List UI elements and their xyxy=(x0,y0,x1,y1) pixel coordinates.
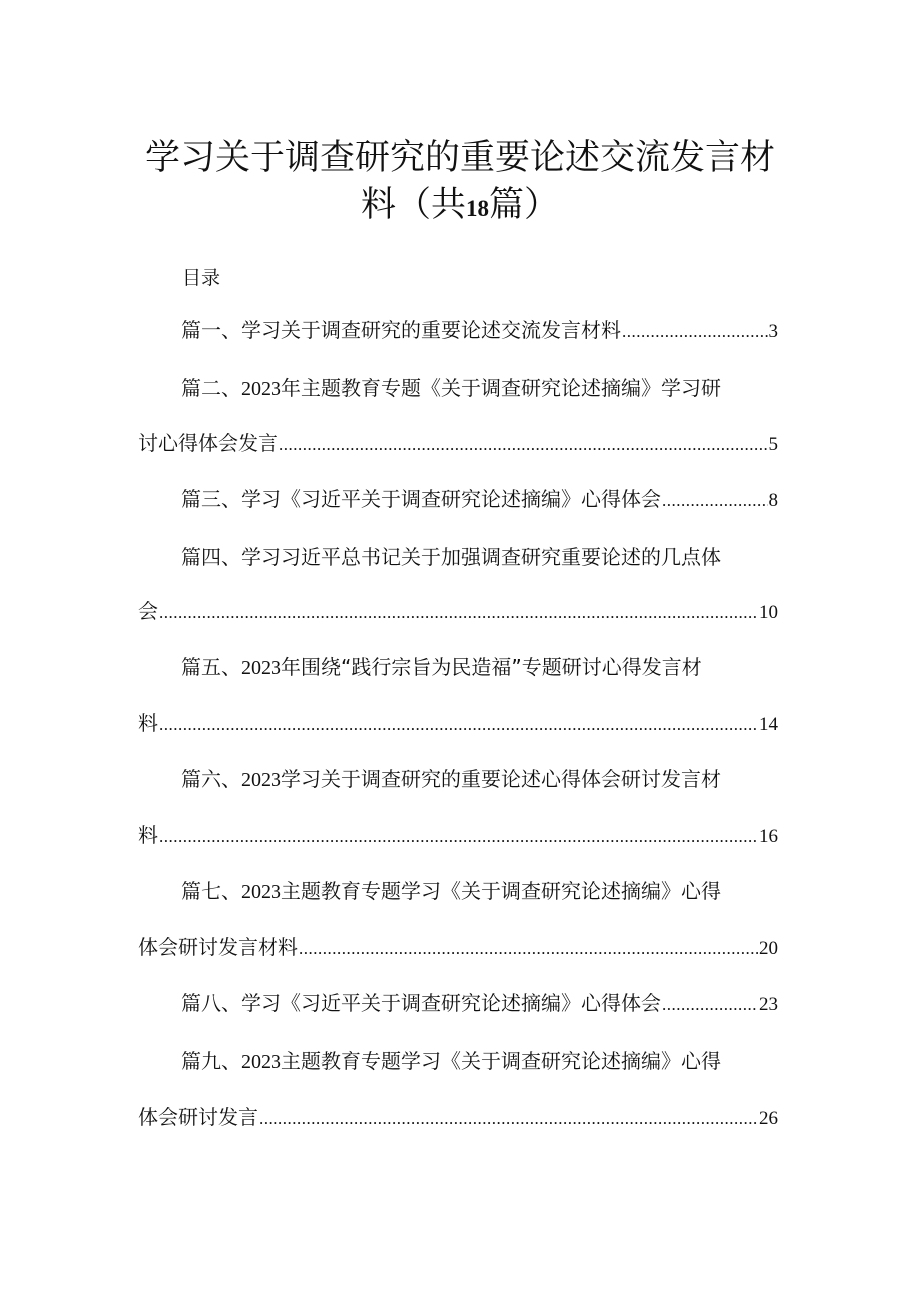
toc-entry-2-line-1[interactable] xyxy=(181,373,778,403)
toc-page-number: 10 xyxy=(759,602,778,623)
toc-page-number: 26 xyxy=(759,1108,778,1129)
toc-dot-leader xyxy=(622,317,768,347)
toc-page-number: 8 xyxy=(768,490,778,511)
toc-page-number: 20 xyxy=(759,938,778,959)
toc-entry-4-line-1[interactable] xyxy=(181,542,778,572)
toc-entry-text: 讨心得体会发言 xyxy=(138,431,278,455)
toc-dot-leader xyxy=(159,822,758,852)
toc-entry-text: 篇六、2023学习关于调查研究的重要论述心得体会研讨发言材 xyxy=(181,767,721,791)
toc-dot-leader xyxy=(259,1104,758,1134)
toc-label: 目录 xyxy=(182,267,221,289)
doc-title-line-1: 学习关于调查研究的重要论述交流发言材 xyxy=(144,138,775,178)
toc-page-number: 3 xyxy=(768,321,778,342)
toc-entry-text: 会 xyxy=(138,599,158,623)
toc-entry-8-line-1[interactable] xyxy=(181,988,778,1018)
toc-entry-text: 料 xyxy=(138,711,158,735)
toc-entry-text: 篇三、学习《习近平关于调查研究论述摘编》心得体会 xyxy=(181,487,661,511)
toc-dot-leader xyxy=(159,710,758,740)
toc-entry-7-line-1[interactable] xyxy=(181,876,778,906)
toc-entry-9-line-2[interactable] xyxy=(138,1102,778,1132)
doc-title-line-2 xyxy=(0,184,920,230)
toc-page-number: 14 xyxy=(759,714,778,735)
toc-entry-text: 篇八、学习《习近平关于调查研究论述摘编》心得体会 xyxy=(181,991,661,1015)
toc-entry-text: 体会研讨发言 xyxy=(138,1105,258,1129)
toc-entry-text: 料 xyxy=(138,823,158,847)
toc-entry-5-line-2[interactable] xyxy=(138,708,778,738)
toc-entry-1-line-1[interactable] xyxy=(181,315,778,345)
toc-dot-leader xyxy=(279,430,768,460)
toc-entry-text: 篇五、2023年围绕“践行宗旨为民造福”专题研讨心得发言材 xyxy=(181,655,702,679)
toc-dot-leader xyxy=(159,598,758,628)
toc-entry-6-line-1[interactable] xyxy=(181,764,778,794)
doc-title-line-2-pre: 料（共 xyxy=(360,185,466,225)
toc-entry-9-line-1[interactable] xyxy=(181,1046,778,1076)
doc-title-line-2-post: 篇） xyxy=(489,185,560,225)
toc-entry-6-line-2[interactable] xyxy=(138,820,778,850)
toc-entry-7-line-2[interactable] xyxy=(138,932,778,962)
toc-dot-leader xyxy=(662,990,758,1020)
toc-entry-4-line-2[interactable] xyxy=(138,596,778,626)
toc-entry-text: 篇一、学习关于调查研究的重要论述交流发言材料 xyxy=(181,318,621,342)
toc-entry-5-line-1[interactable] xyxy=(181,652,778,682)
toc-entry-3-line-1[interactable] xyxy=(181,484,778,514)
toc-dot-leader xyxy=(299,934,758,964)
toc-entry-text: 篇九、2023主题教育专题学习《关于调查研究论述摘编》心得 xyxy=(181,1049,721,1073)
toc-page-number: 16 xyxy=(759,826,778,847)
toc-dot-leader xyxy=(662,486,768,516)
toc-entry-text: 篇七、2023主题教育专题学习《关于调查研究论述摘编》心得 xyxy=(181,879,721,903)
toc-entry-text: 篇二、2023年主题教育专题《关于调查研究论述摘编》学习研 xyxy=(181,376,721,400)
toc-entry-text: 体会研讨发言材料 xyxy=(138,935,298,959)
toc-entry-text: 篇四、学习习近平总书记关于加强调查研究重要论述的几点体 xyxy=(181,545,721,569)
toc-page-number: 23 xyxy=(759,994,778,1015)
toc-page-number: 5 xyxy=(768,434,778,455)
toc-entry-2-line-2[interactable] xyxy=(138,428,778,458)
doc-title-count: 18 xyxy=(466,196,489,221)
